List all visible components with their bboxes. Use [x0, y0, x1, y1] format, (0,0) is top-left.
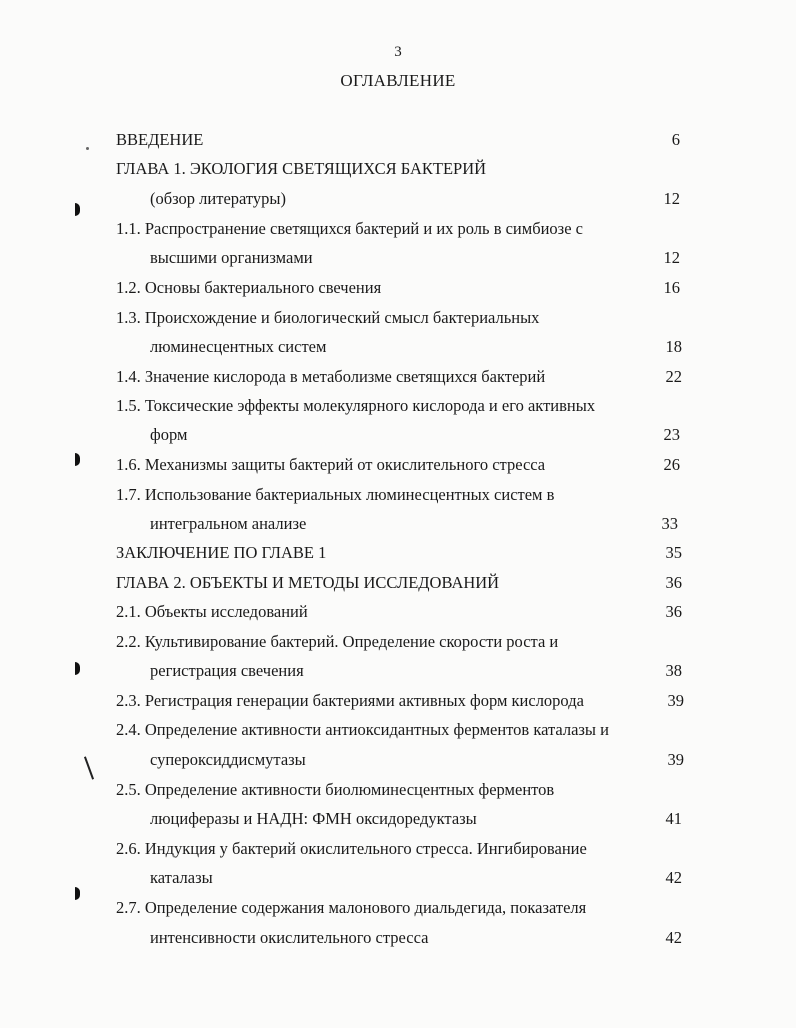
- page-title: ОГЛАВЛЕНИЕ: [340, 71, 456, 90]
- pen-stroke-mark: [84, 756, 94, 779]
- toc-entry-page: 22: [665, 367, 682, 386]
- toc-entry-text: 2.1. Объекты исследований: [116, 602, 308, 621]
- toc-entry-text: 1.3. Происхождение и биологический смысл бактериальных: [116, 308, 540, 327]
- toc-entry-page: 16: [663, 278, 680, 297]
- toc-entry-text: 2.2. Культивирование бактерий. Определение скорости роста и: [116, 632, 559, 651]
- toc-entry-page: 38: [665, 661, 682, 680]
- toc-entry-text: 2.6. Индукция у бактерий окислительного стресса. Ингибирование: [116, 839, 587, 858]
- toc-entry-text: ГЛАВА 1. ЭКОЛОГИЯ СВЕТЯЩИХСЯ БАКТЕРИЙ: [116, 159, 487, 178]
- toc-entry-page: 18: [665, 337, 682, 356]
- toc-entry-page: 33: [661, 514, 678, 533]
- toc-entry-page: 36: [665, 573, 682, 592]
- toc-entry-page: 12: [663, 189, 680, 208]
- toc-entry-text: (обзор литературы): [150, 189, 287, 208]
- toc-entry-text: высшими организмами: [150, 248, 313, 267]
- toc-entry-page: 41: [665, 809, 682, 828]
- toc-entry-page: 35: [665, 543, 682, 562]
- toc-entry-text: каталазы: [150, 868, 213, 887]
- toc-entry-text: 1.7. Использование бактериальных люминесцентных систем в: [116, 485, 555, 504]
- toc-entry-page: 39: [667, 691, 684, 710]
- toc-entry-text: 1.2. Основы бактериального свечения: [116, 278, 382, 297]
- toc-entry-page: 12: [663, 248, 680, 267]
- binding-hole-mark: [75, 662, 80, 675]
- toc-entry-text: 2.5. Определение активности биолюминесцентных ферментов: [116, 780, 555, 799]
- binding-hole-mark: [75, 887, 80, 900]
- toc-entry-page: 42: [665, 928, 682, 947]
- toc-entry-text: 1.6. Механизмы защиты бактерий от окислительного стресса: [116, 455, 546, 474]
- toc-entry-text: ВВЕДЕНИЕ: [116, 130, 204, 149]
- toc-entry-text: люциферазы и НАДН: ФМН оксидоредуктазы: [150, 809, 477, 828]
- toc-entry-text: 1.4. Значение кислорода в метаболизме светящихся бактерий: [116, 367, 546, 386]
- toc-entry-text: интегральном анализе: [150, 514, 307, 533]
- toc-entry-text: регистрация свечения: [150, 661, 304, 680]
- page-number: 3: [394, 44, 402, 60]
- toc-entry-text: 2.3. Регистрация генерации бактериями активных форм кислорода: [116, 691, 584, 710]
- toc-entry-page: 42: [665, 868, 682, 887]
- toc-entry-text: 2.7. Определение содержания малонового диальдегида, показателя: [116, 898, 587, 917]
- toc-entry-page: 26: [663, 455, 680, 474]
- toc-entry-text: супероксиддисмутазы: [150, 750, 306, 769]
- toc-entry-text: форм: [150, 425, 188, 444]
- toc-entry-page: 36: [665, 602, 682, 621]
- toc-entry-text: люминесцентных систем: [150, 337, 327, 356]
- scan-dot: [86, 147, 89, 150]
- toc-entry-page: 23: [663, 425, 680, 444]
- toc-entry-text: интенсивности окислительного стресса: [150, 928, 429, 947]
- toc-entry-text: ГЛАВА 2. ОБЪЕКТЫ И МЕТОДЫ ИССЛЕДОВАНИЙ: [116, 573, 500, 592]
- toc-entry-text: 2.4. Определение активности антиоксидантных ферментов каталазы и: [116, 720, 609, 739]
- binding-hole-mark: [75, 203, 80, 216]
- toc-entry-page: 6: [671, 130, 680, 149]
- toc-entry-text: 1.5. Токсические эффекты молекулярного кислорода и его активных: [116, 396, 596, 415]
- binding-hole-mark: [75, 453, 80, 466]
- toc-entry-page: 39: [667, 750, 684, 769]
- toc-entry-text: 1.1. Распространение светящихся бактерий и их роль в симбиозе с: [116, 219, 583, 238]
- toc-entry-text: ЗАКЛЮЧЕНИЕ ПО ГЛАВЕ 1: [116, 543, 327, 562]
